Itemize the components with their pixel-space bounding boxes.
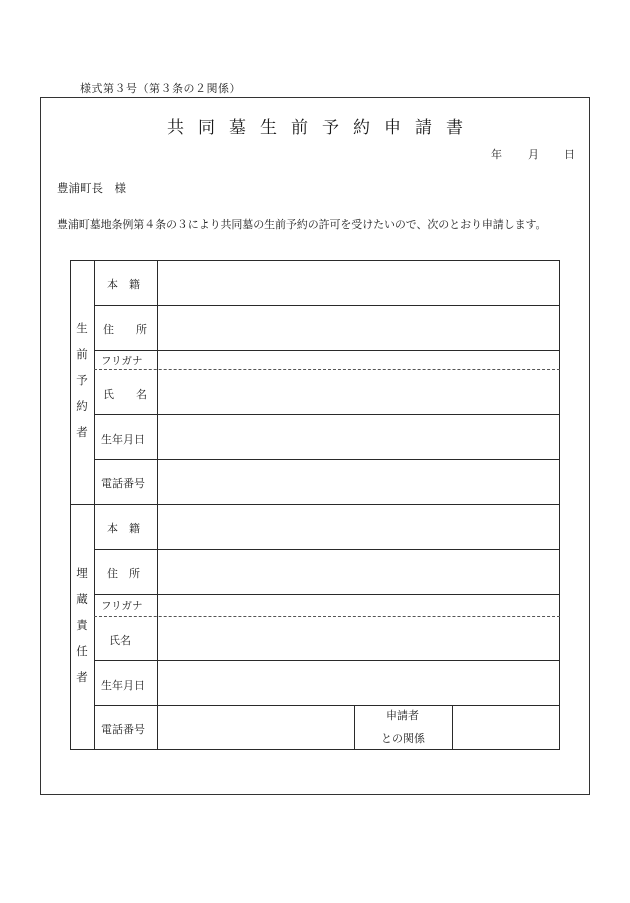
custodian-phone-label: 電話番号	[101, 723, 145, 736]
group-char: 約	[76, 399, 88, 413]
relation-cell-divider	[354, 705, 355, 750]
group-char: 埋	[76, 566, 88, 580]
applicant-honseki-label: 本 籍	[107, 278, 140, 291]
date-year-label: 年	[491, 148, 502, 161]
applicant-address-label: 住 所	[103, 323, 147, 336]
relation-cell-divider	[452, 705, 453, 750]
application-statement: 豊浦町墓地条例第４条の３により共同墓の生前予約の許可を受けたいので、次のとおり申請します。	[57, 218, 547, 231]
custodian-group-label	[71, 560, 93, 690]
date-month-label: 月	[528, 148, 539, 161]
date-day-label: 日	[564, 148, 575, 161]
document-title: 共同墓生前予約申請書	[167, 118, 477, 138]
row-divider	[94, 549, 560, 550]
group-char: 任	[76, 644, 88, 658]
group-char: 責	[76, 618, 88, 632]
row-divider	[94, 350, 560, 351]
relation-label-line1: 申請者	[386, 709, 419, 722]
custodian-furigana-label: フリガナ	[101, 600, 143, 612]
row-divider	[94, 414, 560, 415]
label-column-divider	[157, 260, 158, 750]
group-char: 蔵	[76, 592, 88, 606]
custodian-honseki-label: 本 籍	[107, 522, 140, 535]
group-char: 前	[76, 347, 88, 361]
custodian-birthdate-label: 生年月日	[101, 679, 145, 692]
applicant-name-label: 氏 名	[103, 388, 147, 401]
group-char: 者	[76, 425, 88, 439]
furigana-dashed-divider	[94, 616, 560, 617]
group-char: 生	[76, 321, 88, 335]
custodian-name-label: 氏名	[109, 634, 131, 647]
section-divider	[70, 504, 560, 505]
table-border-top	[70, 260, 560, 261]
row-divider	[94, 705, 560, 706]
row-divider	[94, 305, 560, 306]
group-column-divider	[94, 260, 95, 750]
applicant-phone-label: 電話番号	[101, 477, 145, 490]
row-divider	[94, 459, 560, 460]
custodian-address-label: 住 所	[107, 567, 140, 580]
form-number: 様式第３号（第３条の２関係）	[80, 82, 241, 95]
application-table	[70, 260, 560, 750]
table-border-right	[559, 260, 560, 750]
group-char: 者	[76, 670, 88, 684]
furigana-dashed-divider	[94, 369, 560, 370]
table-border-bottom	[70, 749, 560, 750]
relation-label-line2: との関係	[381, 732, 425, 745]
group-char: 予	[76, 373, 88, 387]
row-divider	[94, 660, 560, 661]
applicant-group-label	[71, 315, 93, 445]
addressee: 豊浦町長 様	[57, 181, 126, 195]
row-divider	[94, 594, 560, 595]
applicant-birthdate-label: 生年月日	[101, 433, 145, 446]
applicant-furigana-label: フリガナ	[101, 355, 143, 367]
